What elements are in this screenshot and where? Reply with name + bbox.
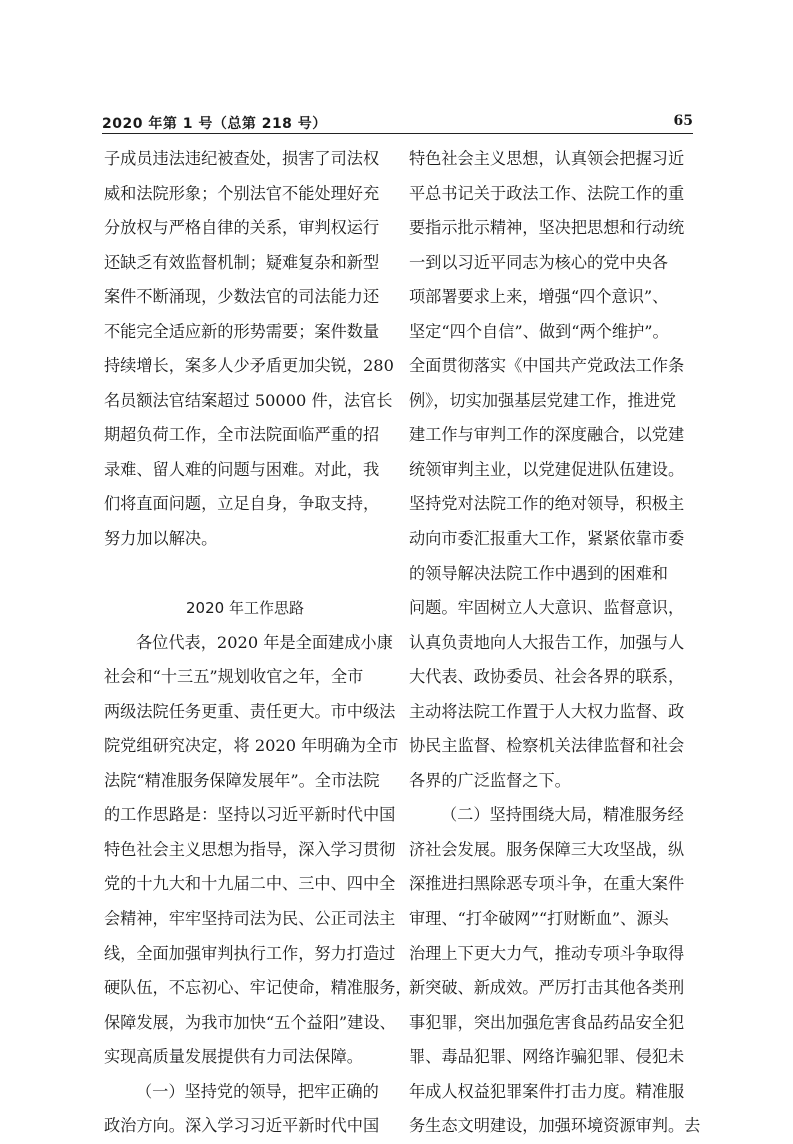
text-line: 分放权与严格自律的关系，审判权运行 xyxy=(104,218,380,238)
text-line: 年成人权益犯罪案件打击力度。精准服 xyxy=(409,1081,685,1101)
text-line: 主动将法院工作置于人大权力监督、政 xyxy=(409,701,685,721)
page-number: 65 xyxy=(673,113,693,129)
issue-label: 2020 年第 1 号（总第 218 号） xyxy=(102,116,327,132)
text-line: 统领审判主业，以党建促进队伍建设。 xyxy=(409,459,685,479)
text-line: 法院“精准服务保障发展年”。全市法院 xyxy=(104,770,380,790)
text-line: 线，全面加强审判执行工作，努力打造过 xyxy=(104,943,396,963)
text-line: 问题。牢固树立人大意识、监督意识， xyxy=(409,598,685,618)
text-line: 还缺乏有效监督机制；疑难复杂和新型 xyxy=(104,252,380,272)
text-line: 认真负责地向人大报告工作，加强与人 xyxy=(409,632,685,652)
text-line: 各位代表，2020 年是全面建成小康 xyxy=(136,632,393,652)
text-line: 动向市委汇报重大工作，紧紧依靠市委 xyxy=(409,529,685,549)
subsection-heading: （二）坚持围绕大局，精准服务经 xyxy=(441,805,684,825)
text-fragment: 服务保障三大攻坚战，纵 xyxy=(506,839,685,859)
text-line: 党的十九大和十九届二中、三中、四中全 xyxy=(104,874,396,894)
text-line: 们将直面问题，立足自身，争取支持， xyxy=(104,494,380,514)
text-line: 社会和“十三五”规划收官之年，全市 xyxy=(104,667,364,687)
text-line: 院党组研究决定，将 2020 年明确为全市 xyxy=(104,736,399,756)
text-line: 特色社会主义思想为指导，深入学习贯彻 xyxy=(104,839,396,859)
subsection-heading-cont: 济社会发展。 xyxy=(409,839,507,859)
text-line: 坚定“四个自信”、做到“两个维护”。 xyxy=(409,321,669,341)
text-line: 深推进扫黑除恶专项斗争，在重大案件 xyxy=(409,874,685,894)
text-line: 会精神，牢牢坚持司法为民、公正司法主 xyxy=(104,909,396,929)
right-column xyxy=(409,142,701,1144)
text-line: 审理、“打伞破网”“打财断血”、源头 xyxy=(409,909,669,929)
subsection-heading: （一）坚持党的领导，把牢正确的 xyxy=(136,1081,379,1101)
text-line: 协民主监督、检察机关法律监督和社会 xyxy=(409,736,685,756)
paragraph-gap xyxy=(104,557,386,592)
text-line: 两级法院任务更重、责任更大。市中级法 xyxy=(104,701,396,721)
text-line: 全面贯彻落实《中国共产党政法工作条 xyxy=(409,356,685,376)
text-line: 务生态文明建设，加强环境资源审判。去 xyxy=(409,1116,701,1136)
text-line: 努力加以解决。 xyxy=(104,529,218,549)
text-fragment: 深入学习习近平新时代中国 xyxy=(184,1116,380,1136)
text-line: 名员额法官结案超过 50000 件，法官长 xyxy=(104,390,393,410)
text-line: 特色社会主义思想，认真领会把握习近 xyxy=(409,149,685,168)
text-line: 的工作思路是：坚持以习近平新时代中国 xyxy=(104,805,396,825)
text-line: 各界的广泛监督之下。 xyxy=(409,770,571,790)
text-line: 新突破、新成效。严厉打击其他各类刑 xyxy=(409,978,685,998)
text-line: 平总书记关于政法工作、法院工作的重 xyxy=(409,183,685,203)
text-line: 威和法院形象；个别法官不能处理好充 xyxy=(104,183,380,203)
text-line: 例》，切实加强基层党建工作，推进党 xyxy=(409,390,677,410)
text-line: 硬队伍，不忘初心、牢记使命，精准服务， xyxy=(104,978,412,998)
text-line: 一到以习近平同志为核心的党中央各 xyxy=(409,252,668,272)
text-line: 不能完全适应新的形势需要；案件数量 xyxy=(104,321,380,341)
text-line: 案件不断涌现，少数法官的司法能力还 xyxy=(104,287,380,307)
page-header xyxy=(102,111,693,134)
text-line: 项部署要求上来，增强“四个意识”、 xyxy=(409,287,669,307)
text-line: 保障发展，为我市加快“五个益阳”建设、 xyxy=(104,1012,396,1032)
text-line: 的领导解决法院工作中遇到的困难和 xyxy=(409,563,668,583)
text-line: 要指示批示精神，坚决把思想和行动统 xyxy=(409,218,685,238)
text-line: 事犯罪，突出加强危害食品药品安全犯 xyxy=(409,1012,685,1032)
text-line: 录难、留人难的问题与困难。对此，我 xyxy=(104,459,380,479)
text-line xyxy=(104,1109,386,1144)
text-line: 大代表、政协委员、社会各界的联系， xyxy=(409,667,685,687)
text-line: 治理上下更大力气，推动专项斗争取得 xyxy=(409,943,685,963)
text-line: 持续增长，案多人少矛盾更加尖锐，280 xyxy=(104,356,394,376)
text-line: 坚持党对法院工作的绝对领导，积极主 xyxy=(409,494,685,514)
text-line: 罪、毒品犯罪、网络诈骗犯罪、侵犯未 xyxy=(409,1047,685,1067)
text-line: 期超负荷工作，全市法院面临严重的招 xyxy=(104,425,380,445)
text-line: 子成员违法违纪被查处，损害了司法权 xyxy=(104,149,380,168)
left-column xyxy=(104,142,412,1144)
text-line: 建工作与审判工作的深度融合，以党建 xyxy=(409,425,685,445)
section-heading: 2020 年工作思路 xyxy=(186,599,304,618)
subsection-heading-cont: 政治方向。 xyxy=(104,1116,185,1136)
text-line xyxy=(409,833,691,868)
text-line: 实现高质量发展提供有力司法保障。 xyxy=(104,1047,363,1067)
